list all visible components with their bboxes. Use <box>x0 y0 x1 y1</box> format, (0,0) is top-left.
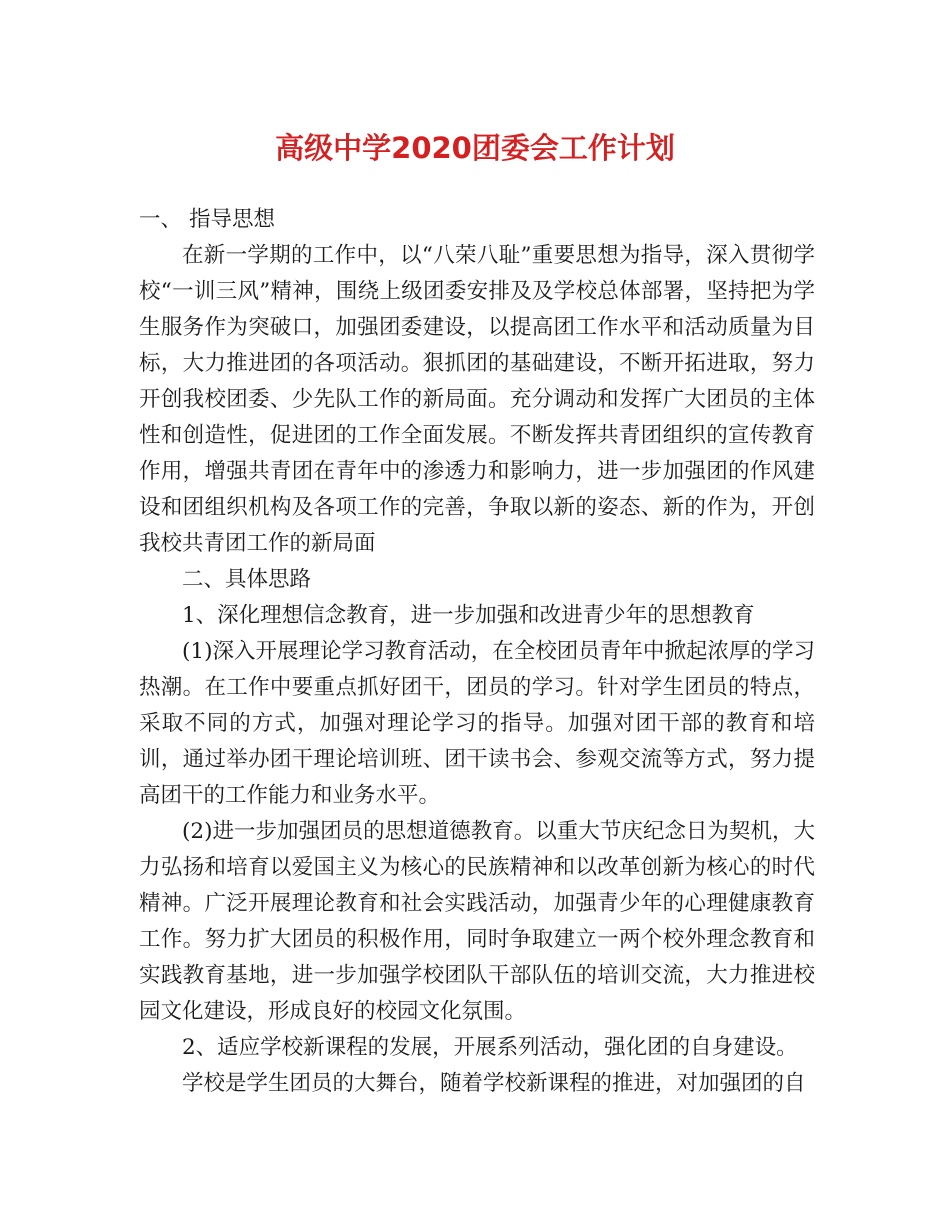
document-title: 高级中学2020团委会工作计划 <box>275 131 675 165</box>
section-heading-text: 指导思想 <box>189 207 276 232</box>
section-heading-2: 二、具体思路 <box>182 567 312 592</box>
subsection-heading-2: 2、适应学校新课程的发展，开展系列活动，强化团的自身建设。 <box>182 1035 798 1060</box>
paragraph-new-curriculum: 学校是学生团员的大舞台，随着学校新课程的推进，对加强团的自 <box>182 1071 806 1096</box>
paragraph-item-2: (2)进一步加强团员的思想道德教育。以重大节庆纪念日为契机，大力弘扬和培育以爱国主义为核心的民族精神和以改革创新为核心的时代精神。广泛开展理论教育和社会实践活动，加强青少年的心理健康教育工作。努力扩大团员的积极作用，同时争取建立一两个校外理念教育和实践教育基地，进一步加强学校团队干部队伍的培训交流，大力推进校园文化建设，形成良好的校园文化氛围。 <box>139 819 815 1024</box>
paragraph-item-1: (1)深入开展理论学习教育活动，在全校团员青年中掀起浓厚的学习热潮。在工作中要重点抓好团干，团员的学习。针对学生团员的特点，采取不同的方式，加强对理论学习的指导。加强对团干部的教育和培训，通过举办团干理论培训班、团干读书会、参观交流等方式，努力提高团干的工作能力和业务水平。 <box>139 639 815 808</box>
subsection-heading-1: 1、深化理想信念教育，进一步加强和改进青少年的思想教育 <box>182 603 755 628</box>
section-heading-1 <box>139 202 815 238</box>
document-body <box>139 202 815 1102</box>
paragraph-guiding-thought: 在新一学期的工作中，以“八荣八耻”重要思想为指导，深入贯彻学校“一训三风”精神，围绕上级团委安排及及学校总体部署，坚持把为学生服务作为突破口，加强团委建设，以提高团工作水平和活动质量为目标，大力推进团的各项活动。狠抓团的基础建设，不断开拓进取，努力开创我校团委、少先队工作的新局面。充分调动和发挥广大团员的主体性和创造性，促进团的工作全面发展。不断发挥共青团组织的宣传教育作用，增强共青团在青年中的渗透力和影响力，进一步加强团的作风建设和团组织机构及各项工作的完善，争取以新的姿态、新的作为，开创我校共青团工作的新局面 <box>139 243 815 556</box>
section-number: 一、 <box>139 207 183 232</box>
